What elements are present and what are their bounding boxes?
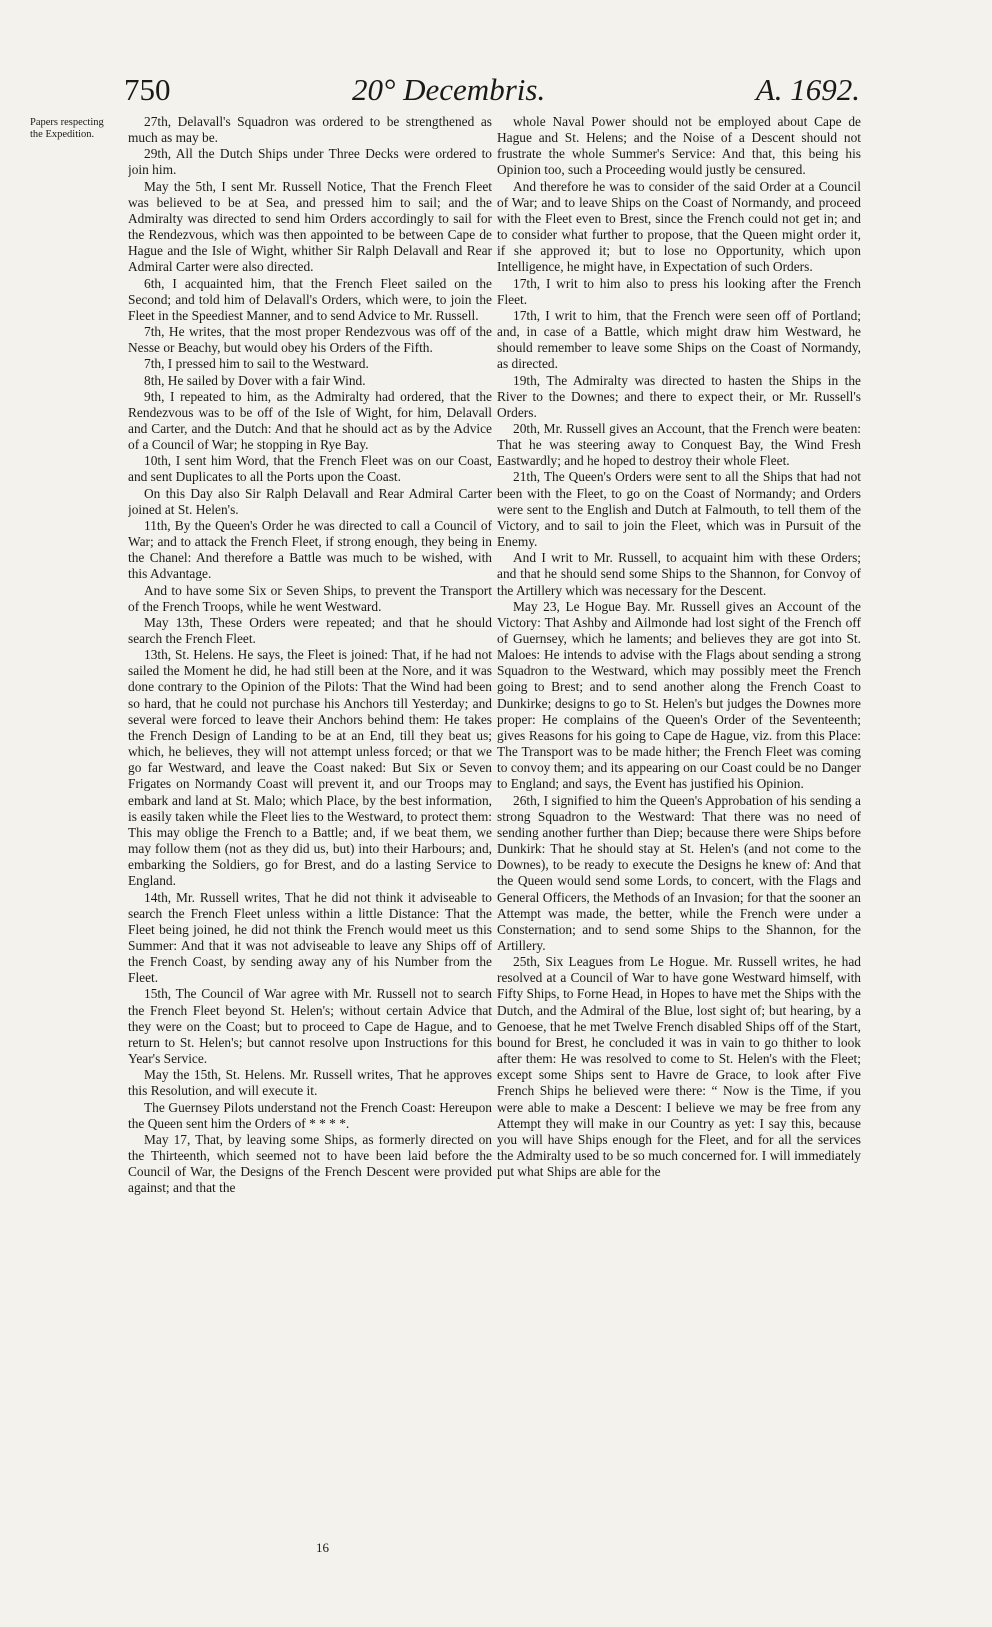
paragraph: whole Naval Power should not be employed about Cape de Hague and St. Helens; and the Noise of a Descent should not frustrate the whole Summer's Service: And that, this being his Opinion too, such a Proceeding would justly be censured. — [497, 114, 861, 178]
paragraph: 25th, Six Leagues from Le Hogue. Mr. Russell writes, he had resolved at a Council of War to have gone Westward himself, with Fifty Ships, to Forne Head, in Hopes to have met the Ships with the Dutch, and the Admiral of the Blue, lost sight of; but hearing, by a Genoese, that he met Twelve French disabled Ships off of the Start, bound for Brest, he concluded it was in vain to go thither to look after them: He was resolved to come to St. Helen's with the Fleet; except some Ships sent to Havre de Grace, to look after Five French Ships he believed were there: “ Now is the Time, if you were able to make a Descent: I believe we may be free from any Attempt they will make in our Country as yet: I say this, because you will have Ships enough for the Fleet, and for all the services the Admiralty used to be so much concerned for. I will immediately put what Ships are able for the — [497, 954, 861, 1180]
paragraph: May 17, That, by leaving some Ships, as formerly directed on the Thirteenth, which seemed not to have been laid before the Council of War, the Designs of the French Descent were provided against; and that the — [128, 1131, 492, 1196]
paragraph: May the 5th, I sent Mr. Russell Notice, That the French Fleet was believed to be at Sea, and pressed him to sail; and the Admiralty was directed to send him Orders accordingly to sail for the Rendezvous, which was then appointed to be between Cape de Hague and the Isle of Wight, whither Sir Ralph Delavall and Rear Admiral Carter were also directed. — [128, 178, 492, 275]
paragraph: 11th, By the Queen's Order he was directed to call a Council of War; and to attack the French Fleet, if strong enough, they being in the Chanel: And therefore a Battle was much to be wished, with this Advantage. — [128, 517, 492, 582]
running-title: 20° Decembris. — [352, 72, 546, 107]
paragraph: 17th, I writ to him, that the French were seen off of Portland; and, in case of a Battle, which might draw him Westward, he should remember to leave some Ships on the Coast of Normandy, as directed. — [497, 307, 861, 372]
paragraph: 26th, I signified to him the Queen's Approbation of his sending a strong Squadron to the Westward: That there was no need of sending another further than Diep; because there were Ships before Dunkirk: That he should stay at St. Helen's (and not come to the Downes), to be ready to execute the Designs he knew of: And that the Queen would send some Lords, to concert, with the Flags and General Officers, the Methods of an Invasion; for that the sooner an Attempt was made, the better, while the French were under a Consternation; and to send some Ships to the Shannon, for the Artillery. — [497, 792, 861, 953]
page-number: 750 — [124, 72, 171, 107]
page-header — [124, 72, 860, 112]
margin-note: Papers respecting the Expedition. — [30, 117, 104, 140]
paragraph: 13th, St. Helens. He says, the Fleet is joined: That, if he had not sailed the Moment he did, he had still been at the Nore, and it was done contrary to the Opinion of the Pilots: That the Wind had been so hard, that he could not purchase his Anchors till Yesterday; and several were forced to leave their Anchors behind them: He takes the French Design of Landing to be at an End, till they beat us; which, he believes, they will not attempt unless forced; or that we go far Westward, and leave the Coast naked: But Six or Seven Frigates on Normandy Coast will prevent it, and our Troops may embark and land at St. Malo; which Place, by the best information, is easily taken while the Fleet lies to the Westward, to protect them: This may oblige the French to a Battle; and, if we beat them, we may follow them (not as they did us, but) into their Harbours; and, embarking the Soldiers, go for Brest, and do a lasting Service to England. — [128, 647, 492, 889]
paragraph: The Guernsey Pilots understand not the French Coast: Hereupon the Queen sent him the Orders of * * * *. — [128, 1099, 492, 1131]
paragraph: And to have some Six or Seven Ships, to prevent the Transport of the French Troops, while he went Westward. — [128, 582, 492, 614]
paragraph: 20th, Mr. Russell gives an Account, that the French were beaten: That he was steering away to Conquest Bay, the Wind Fresh Eastwardly; and he hoped to destroy their whole Fleet. — [497, 420, 861, 469]
year-label: A. 1692. — [755, 72, 860, 107]
left-column — [128, 114, 492, 1564]
paragraph: 6th, I acquainted him, that the French Fleet sailed on the Second; and told him of Delavall's Orders, which were, to join the Fleet in the Speediest Manner, and to send Advice to Mr. Russell. — [128, 275, 492, 323]
paragraph: 7th, He writes, that the most proper Rendezvous was off of the Nesse or Beachy, but would obey his Orders of the Fifth. — [128, 324, 492, 356]
paragraph: May 23, Le Hogue Bay. Mr. Russell gives an Account of the Victory: That Ashby and Ailmonde had lost sight of the French off of Guernsey, which he laments; and believes they are got into St. Maloes: He intends to advise with the Flags about sending a strong Squadron to the Westward, which may possibly meet the French going to Brest; and to send another along the French Coast to Dunkirke; designs to go to St. Helen's but judges the Downes more proper: He complains of the Queen's Order of the Seventeenth; gives Reasons for his going to Cape de Hague, viz. from this Place: The Transport was to be made hither; the French Fleet was coming to convoy them; and its appearing on our Coast could be no Danger to England; and says, the Event has justified his Opinion. — [497, 598, 861, 792]
paragraph: 21th, The Queen's Orders were sent to all the Ships that had not been with the Fleet, to go on the Coast of Normandy; and Orders were sent to the English and Dutch at Falmouth, to tell them of the Victory, and to sail to join the Fleet, which was in Pursuit of the Enemy. — [497, 469, 861, 550]
right-column — [497, 114, 861, 1564]
paragraph: And therefore he was to consider of the said Order at a Council of War; and to leave Ships on the Coast of Normandy, and proceed with the Fleet even to Brest, since the French could not get in; and to consider what further to propose, that the Queen might order it, if she approved it; but to lose no Opportunity, which upon Intelligence, he might have, in Expectation of such Orders. — [497, 178, 861, 275]
paragraph: 19th, The Admiralty was directed to hasten the Ships in the River to the Downes; and there to expect their, or Mr. Russell's Orders. — [497, 372, 861, 420]
signature-mark: 16 — [316, 1540, 329, 1555]
paragraph: On this Day also Sir Ralph Delavall and Rear Admiral Carter joined at St. Helen's. — [128, 485, 492, 517]
paragraph: 7th, I pressed him to sail to the Westward. — [144, 356, 369, 372]
paragraph: 9th, I repeated to him, as the Admiralty had ordered, that the Rendezvous was to be off of the Isle of Wight, for him, Delavall and Carter, and the Dutch: And that he should act as by the Advice of a Council of War; he stopping in Rye Bay. — [128, 388, 492, 453]
paragraph: May the 15th, St. Helens. Mr. Russell writes, That he approves this Resolution, and will execute it. — [128, 1067, 492, 1099]
paragraph: And I writ to Mr. Russell, to acquaint him with these Orders; and that he should send some Ships to the Shannon, for Convoy of the Artillery which was necessary for the Descent. — [497, 550, 861, 598]
paragraph: 15th, The Council of War agree with Mr. Russell not to search the French Fleet beyond St. Helen's; without certain Advice that they were on the Coast; but to proceed to Cape de Hague, and to return to St. Helen's; but cannot resolve upon Instructions for this Year's Service. — [128, 986, 492, 1067]
paragraph: 17th, I writ to him also to press his looking after the French Fleet. — [497, 275, 861, 307]
paragraph: 8th, He sailed by Dover with a fair Wind. — [144, 372, 366, 388]
paragraph: 29th, All the Dutch Ships under Three Decks were ordered to join him. — [128, 146, 492, 178]
paragraph: 14th, Mr. Russell writes, That he did not think it adviseable to search the French Fleet unless within a little Distance: That the Fleet being joined, he did not think the French would meet us this Summer: And that it was not adviseable to leave any Ships off of the French Coast, by sending away any of his Number from the Fleet. — [128, 889, 492, 986]
paragraph: 10th, I sent him Word, that the French Fleet was on our Coast, and sent Duplicates to all the Ports upon the Coast. — [128, 453, 492, 485]
paragraph: 27th, Delavall's Squadron was ordered to be strengthened as much as may be. — [128, 114, 492, 146]
paragraph: May 13th, These Orders were repeated; and that he should search the French Fleet. — [128, 614, 492, 646]
